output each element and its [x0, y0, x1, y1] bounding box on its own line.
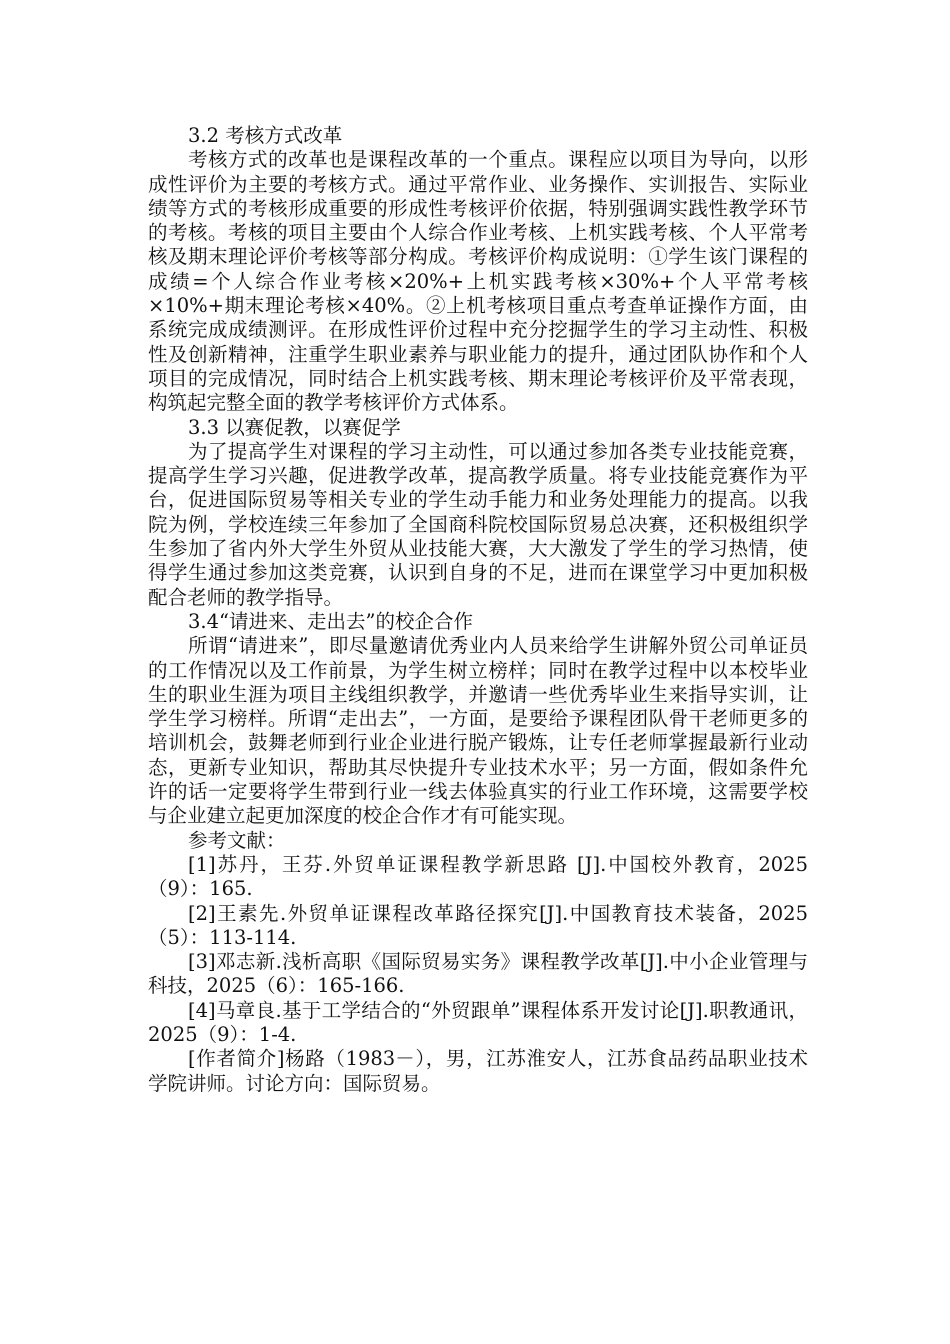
reference-item: [3]邓志新.浅析高职《国际贸易实务》课程教学改革[J].中小企业管理与科技，2025（6）：165-166. [148, 950, 808, 998]
body-paragraph: 为了提高学生对课程的学习主动性，可以通过参加各类专业技能竞赛，提高学生学习兴趣，促进教学改革，提高教学质量。将专业技能竞赛作为平台，促进国际贸易等相关专业的学生动手能力和业务处理能力的提高。以我院为例，学校连续三年参加了全国商科院校国际贸易总决赛，还积极组织学生参加了省内外大学生外贸从业技能大赛，大大激发了学生的学习热情，使得学生通过参加这类竞赛，认识到自身的不足，进而在课堂学习中更加积极配合老师的教学指导。 [148, 439, 808, 609]
reference-item: [4]马章良.基于工学结合的“外贸跟单”课程体系开发讨论[J].职教通讯，2025（9）：1-4. [148, 998, 808, 1046]
section-heading: 3.3 以赛促教，以赛促学 [188, 415, 401, 439]
document-body [148, 124, 808, 1096]
references-heading: 参考文献： [188, 828, 286, 852]
body-paragraph: 所谓“请进来”，即尽量邀请优秀业内人员来给学生讲解外贸公司单证员的工作情况以及工作前景，为学生树立榜样；同时在教学过程中以本校毕业生的职业生涯为项目主线组织教学，并邀请一些优秀毕业生来指导实训，让学生学习榜样。所谓“走出去”，一方面，是要给予课程团队骨干老师更多的培训机会，鼓舞老师到行业企业进行脱产锻炼，让专任老师掌握最新行业动态，更新专业知识，帮助其尽快提升专业技术水平；另一方面，假如条件允许的话一定要将学生带到行业一线去体验真实的行业工作环境，这需要学校与企业建立起更加深度的校企合作才有可能实现。 [148, 634, 808, 828]
author-bio: [作者简介]杨路（1983－），男，江苏淮安人，江苏食品药品职业技术学院讲师。讨论方向：国际贸易。 [148, 1047, 808, 1095]
reference-item: [2]王素先.外贸单证课程改革路径探究[J].中国教育技术装备，2025（5）：113-114. [148, 901, 808, 949]
section-heading: 3.2 考核方式改革 [188, 124, 343, 147]
reference-item: [1]苏丹，王芬.外贸单证课程教学新思路 [J].中国校外教育，2025（9）：165. [148, 852, 808, 901]
body-paragraph: 考核方式的改革也是课程改革的一个重点。课程应以项目为导向，以形成性评价为主要的考核方式。通过平常作业、业务操作、实训报告、实际业绩等方式的考核形成重要的形成性考核评价依据，特别强调实践性教学环节的考核。考核的项目主要由个人综合作业考核、上机实践考核、个人平常考核及期末理论评价考核等部分构成。考核评价构成说明：①学生该门课程的成绩=个人综合作业考核×20%+上机实践考核×30%+个人平常考核×10%+期末理论考核×40%。②上机考核项目重点考查单证操作方面，由系统完成成绩测评。在形成性评价过程中充分挖掘学生的学习主动性、积极性及创新精神，注重学生职业素养与职业能力的提升，通过团队协作和个人项目的完成情况，同时结合上机实践考核、期末理论考核评价及平常表现，构筑起完整全面的教学考核评价方式体系。 [148, 148, 808, 415]
section-heading: 3.4“请进来、走出去”的校企合作 [188, 609, 473, 633]
